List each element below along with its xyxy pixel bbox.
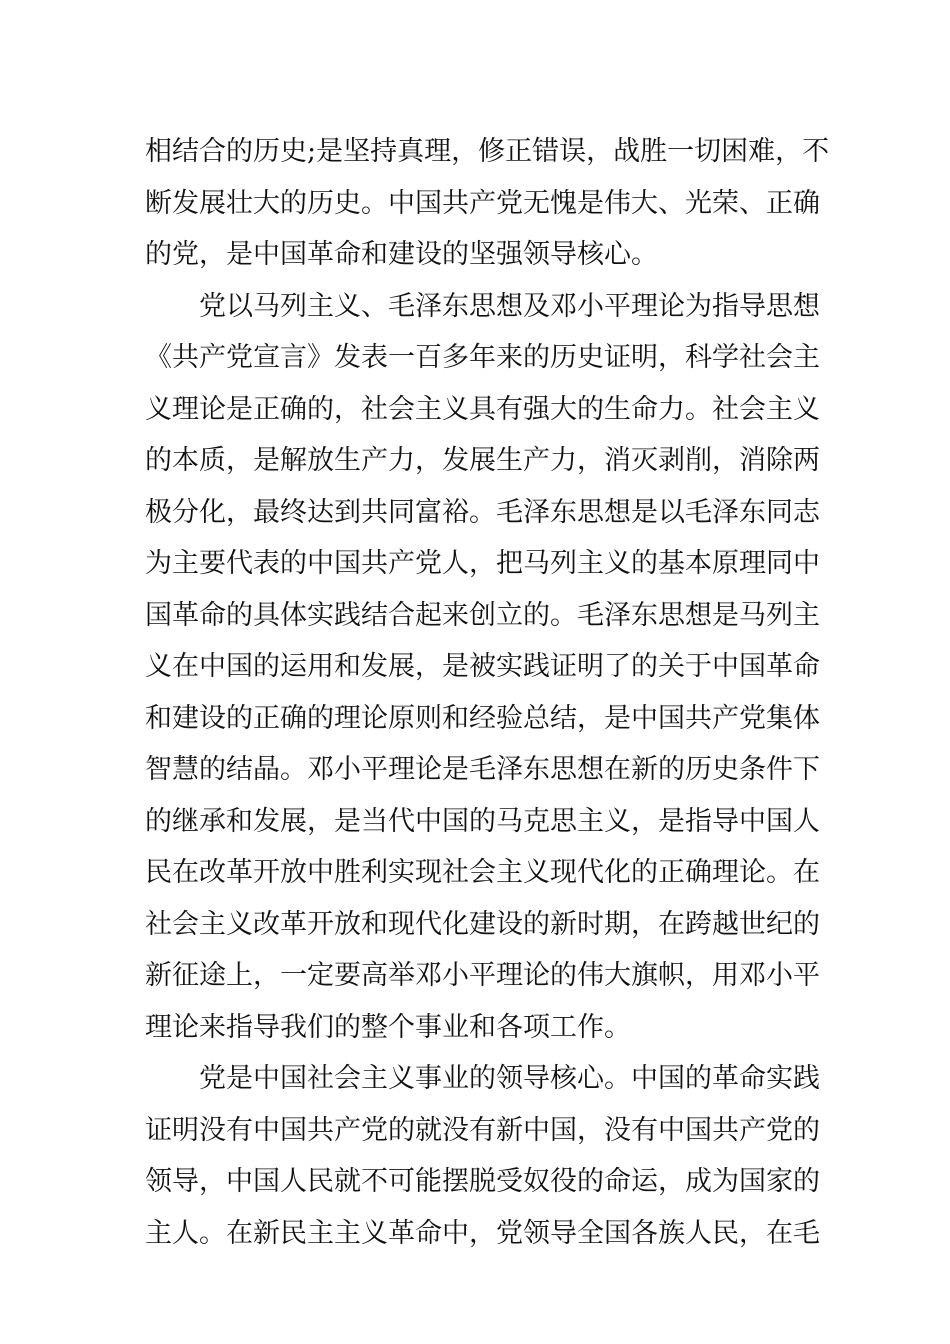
p2-line-3: 义理论是正确的，社会主义具有强大的生命力。社会主义 bbox=[145, 393, 820, 425]
p2-line-15: 理论来指导我们的整个事业和各项工作。 bbox=[145, 1011, 631, 1043]
p2-line-11: 的继承和发展，是当代中国的马克思主义，是指导中国人 bbox=[145, 805, 820, 837]
p2-line-8: 义在中国的运用和发展，是被实践证明了的关于中国革命 bbox=[145, 651, 820, 682]
p1-line-3: 的党，是中国革命和建设的坚强领导核心。 bbox=[145, 239, 658, 270]
p2-line-6: 为主要代表的中国共产党人，把马列主义的基本原理同中 bbox=[145, 548, 820, 579]
p3-line-1: 党是中国社会主义事业的领导核心。中国的革命实践 bbox=[199, 1063, 820, 1094]
p2-line-12: 民在改革开放中胜利实现社会主义现代化的正确理论。在 bbox=[145, 857, 820, 888]
p3-line-2: 证明没有中国共产党的就没有新中国，没有中国共产党的 bbox=[145, 1114, 820, 1146]
p2-line-4: 的本质，是解放生产力，发展生产力，消灭剥削，消除两 bbox=[145, 445, 820, 476]
p3-line-4: 主人。在新民主主义革命中，党领导全国各族人民，在毛 bbox=[145, 1217, 820, 1249]
p2-line-7: 国革命的具体实践结合起来创立的。毛泽东思想是马列主 bbox=[145, 599, 820, 631]
p2-line-10: 智慧的结晶。邓小平理论是毛泽东思想在新的历史条件下 bbox=[145, 754, 820, 785]
p2-line-5: 极分化，最终达到共同富裕。毛泽东思想是以毛泽东同志 bbox=[145, 496, 820, 528]
p3-line-3: 领导，中国人民就不可能摆脱受奴役的命运，成为国家的 bbox=[145, 1166, 820, 1197]
document-body bbox=[145, 126, 830, 1259]
p1-line-1: 相结合的历史;是坚持真理，修正错误，战胜一切困难，不 bbox=[145, 136, 830, 167]
p2-line-1: 党以马列主义、毛泽东思想及邓小平理论为指导思想 bbox=[199, 290, 820, 322]
p2-line-2: 《共产党宣言》发表一百多年来的历史证明，科学社会主 bbox=[145, 342, 820, 373]
p2-line-13: 社会主义改革开放和现代化建设的新时期，在跨越世纪的 bbox=[145, 908, 820, 940]
p2-line-14: 新征途上，一定要高举邓小平理论的伟大旗帜，用邓小平 bbox=[145, 960, 820, 991]
p2-line-9: 和建设的正确的理论原则和经验总结，是中国共产党集体 bbox=[145, 702, 820, 734]
p1-line-2: 断发展壮大的历史。中国共产党无愧是伟大、光荣、正确 bbox=[145, 187, 820, 219]
